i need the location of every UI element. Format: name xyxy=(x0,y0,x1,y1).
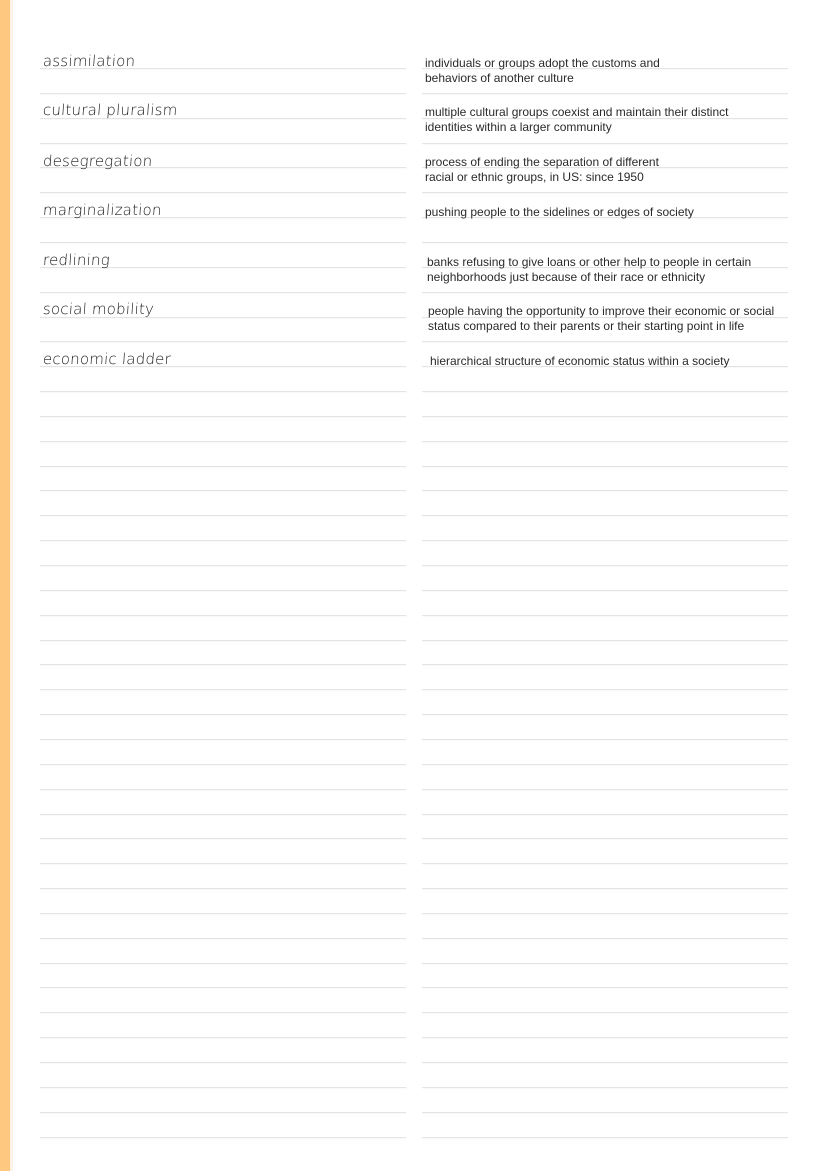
ruled-line xyxy=(422,1087,788,1088)
ruled-line xyxy=(40,1062,406,1063)
definition-redlining xyxy=(427,255,797,285)
ruled-line xyxy=(40,888,406,889)
definition-economic-ladder xyxy=(430,354,800,369)
ruled-line xyxy=(40,1087,406,1088)
ruled-line xyxy=(40,590,406,591)
ruled-line xyxy=(422,490,788,491)
ruled-line xyxy=(40,242,406,243)
ruled-line xyxy=(422,341,788,342)
ruled-line xyxy=(422,938,788,939)
ruled-line xyxy=(40,490,406,491)
ruled-line xyxy=(40,192,406,193)
definition-line: process of ending the separation of different xyxy=(425,155,659,169)
definition-line: status compared to their parents or their starting point in life xyxy=(428,319,745,333)
ruled-line xyxy=(422,714,788,715)
ruled-line xyxy=(40,441,406,442)
ruled-line xyxy=(422,764,788,765)
ruled-line xyxy=(40,814,406,815)
ruled-line xyxy=(422,466,788,467)
ruled-line xyxy=(422,863,788,864)
term-marginalization: marginalization xyxy=(42,201,163,219)
ruled-line xyxy=(40,640,406,641)
ruled-line xyxy=(40,416,406,417)
term-assimilation: assimilation xyxy=(42,52,136,70)
ruled-line xyxy=(40,863,406,864)
ruled-line xyxy=(422,664,788,665)
ruled-line xyxy=(40,615,406,616)
ruled-line xyxy=(40,714,406,715)
definition-line: people having the opportunity to improve their economic or social xyxy=(428,304,775,318)
ruled-line xyxy=(422,987,788,988)
ruled-line xyxy=(40,838,406,839)
ruled-line xyxy=(422,540,788,541)
ruled-line xyxy=(422,565,788,566)
ruled-line xyxy=(422,1012,788,1013)
definition-line: behaviors of another culture xyxy=(425,71,574,85)
ruled-line xyxy=(422,416,788,417)
ruled-line xyxy=(40,664,406,665)
definition-line: identities within a larger community xyxy=(425,120,612,134)
ruled-line xyxy=(422,515,788,516)
ruled-line xyxy=(40,93,406,94)
ruled-line xyxy=(422,615,788,616)
ruled-line xyxy=(422,590,788,591)
ruled-line xyxy=(422,1062,788,1063)
ruled-line xyxy=(40,540,406,541)
ruled-line xyxy=(40,515,406,516)
definition-line: multiple cultural groups coexist and maintain their distinct xyxy=(425,105,729,119)
definition-line: hierarchical structure of economic status within a society xyxy=(430,354,730,368)
ruled-line xyxy=(40,1137,406,1138)
ruled-line xyxy=(40,913,406,914)
ruled-line xyxy=(422,292,788,293)
term-social-mobility: social mobility xyxy=(42,300,155,318)
definition-line: racial or ethnic groups, in US: since 1950 xyxy=(425,170,644,184)
definition-marginalization xyxy=(425,205,795,220)
ruled-line xyxy=(422,888,788,889)
term-cultural-pluralism: cultural pluralism xyxy=(42,101,179,119)
ruled-line xyxy=(40,466,406,467)
ruled-line xyxy=(40,963,406,964)
ruled-line xyxy=(422,1137,788,1138)
ruled-line xyxy=(422,838,788,839)
ruled-line xyxy=(40,565,406,566)
ruled-line xyxy=(422,739,788,740)
definition-line: pushing people to the sidelines or edges of society xyxy=(425,205,694,219)
ruled-line xyxy=(422,143,788,144)
ruled-line xyxy=(422,192,788,193)
ruled-line xyxy=(422,689,788,690)
ruled-line xyxy=(40,689,406,690)
ruled-line xyxy=(422,913,788,914)
ruled-line xyxy=(422,93,788,94)
ruled-line xyxy=(40,391,406,392)
definition-line: individuals or groups adopt the customs and xyxy=(425,56,660,70)
ruled-line xyxy=(40,739,406,740)
definition-social-mobility xyxy=(428,304,798,334)
ruled-line xyxy=(40,764,406,765)
ruled-line xyxy=(422,814,788,815)
definition-cultural-pluralism xyxy=(425,105,795,135)
ruled-line xyxy=(40,1112,406,1113)
ruled-line xyxy=(422,1037,788,1038)
definition-line: banks refusing to give loans or other help to people in certain xyxy=(427,255,752,269)
ruled-line xyxy=(422,640,788,641)
ruled-line xyxy=(40,1012,406,1013)
definition-desegregation xyxy=(425,155,795,185)
ruled-line xyxy=(40,341,406,342)
ruled-line xyxy=(40,987,406,988)
ruled-line xyxy=(40,143,406,144)
definition-assimilation xyxy=(425,56,795,86)
ruled-line xyxy=(422,441,788,442)
term-redlining: redlining xyxy=(42,251,111,269)
ruled-line xyxy=(422,242,788,243)
ruled-line xyxy=(40,938,406,939)
ruled-line xyxy=(422,1112,788,1113)
ruled-line xyxy=(422,963,788,964)
term-desegregation: desegregation xyxy=(42,152,154,170)
definition-line: neighborhoods just because of their race or ethnicity xyxy=(427,270,706,284)
term-economic-ladder: economic ladder xyxy=(42,350,172,368)
ruled-line xyxy=(40,789,406,790)
ruled-line xyxy=(40,292,406,293)
ruled-line xyxy=(422,391,788,392)
ruled-line xyxy=(40,1037,406,1038)
ruled-line xyxy=(422,789,788,790)
